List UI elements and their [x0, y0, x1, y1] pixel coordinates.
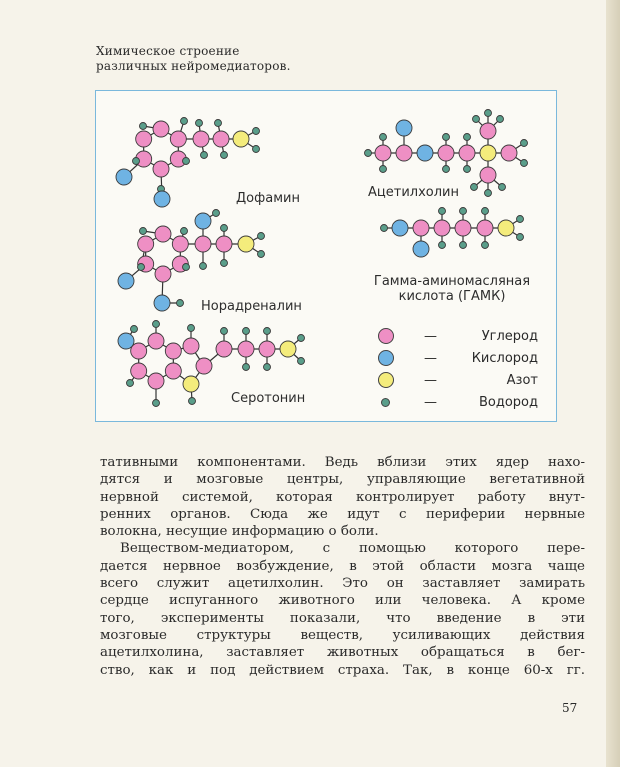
text-line: сердце испуганного животного или человека. А кроме: [100, 593, 585, 609]
oxygen-atom: [195, 213, 211, 229]
text-line: того, эксперименты показали, что введение в эти: [100, 610, 585, 626]
carbon-atom-icon: [378, 328, 394, 344]
carbon-atom: [477, 220, 493, 236]
carbon-atom: [148, 373, 164, 389]
carbon-atom: [153, 161, 169, 177]
oxygen-atom: [392, 220, 408, 236]
oxygen-atom: [116, 169, 132, 185]
hydrogen-atom: [153, 321, 160, 328]
carbon-atom: [480, 167, 496, 183]
hydrogen-atom: [443, 166, 450, 173]
hydrogen-atom: [482, 208, 489, 215]
hydrogen-atom: [521, 140, 528, 147]
label-serotonin: Серотонин: [231, 391, 306, 406]
hydrogen-atom: [188, 325, 195, 332]
hydrogen-atom: [380, 166, 387, 173]
hydrogen-atom: [482, 242, 489, 249]
paragraph-1: [100, 454, 585, 540]
hydrogen-atom: [298, 335, 305, 342]
legend-name: Кислород: [471, 351, 538, 366]
carbon-atom: [153, 121, 169, 137]
hydrogen-atom: [253, 146, 260, 153]
hydrogen-atom: [243, 364, 250, 371]
hydrogen-atom: [133, 158, 140, 165]
carbon-atom: [259, 341, 275, 357]
carbon-atom: [438, 145, 454, 161]
legend-oxygen: [376, 349, 546, 369]
oxygen-atom: [396, 120, 412, 136]
legend-nitrogen: [376, 371, 546, 391]
hydrogen-atom: [243, 328, 250, 335]
hydrogen-atom: [140, 123, 147, 130]
hydrogen-atom: [213, 210, 220, 217]
molecule-figure: [95, 90, 557, 422]
hydrogen-atom: [127, 380, 134, 387]
legend-name: Углерод: [481, 329, 538, 344]
hydrogen-atom: [140, 228, 147, 235]
hydrogen-atom: [264, 328, 271, 335]
legend-dash: —: [424, 329, 437, 344]
page-edge: [606, 0, 620, 767]
carbon-atom: [213, 131, 229, 147]
hydrogen-atom: [153, 400, 160, 407]
text-line: тативными компонентами. Ведь вблизи этих ядер нахо-: [100, 455, 585, 470]
hydrogen-atom: [215, 120, 222, 127]
hydrogen-atom: [221, 225, 228, 232]
hydrogen-atom: [464, 134, 471, 141]
nitrogen-atom: [183, 376, 199, 392]
oxygen-atom-icon: [378, 350, 394, 366]
carbon-atom: [413, 220, 429, 236]
hydrogen-atom: [464, 166, 471, 173]
label-gaba-line-1: Гамма-аминомасляная: [373, 274, 531, 289]
carbon-atom: [459, 145, 475, 161]
label-gaba-line-2: кислота (ГАМК): [398, 289, 506, 304]
legend-name: Азот: [506, 373, 538, 388]
carbon-atom: [155, 226, 171, 242]
text-line: ренних органов. Сюда же идут с периферии нервные: [100, 506, 585, 522]
text-line: всего служит ацетилхолин. Это он заставляет замирать: [100, 576, 585, 592]
oxygen-atom: [417, 145, 433, 161]
label-acetylcholine: Ацетилхолин: [368, 185, 459, 200]
oxygen-atom: [118, 333, 134, 349]
hydrogen-atom: [258, 233, 265, 240]
hydrogen-atom-icon: [381, 398, 390, 407]
caption-line-2: различных нейромедиаторов.: [96, 59, 291, 73]
oxygen-atom: [118, 273, 134, 289]
text-line: дается нервное возбуждение, в этой области мозга чаще: [100, 558, 585, 574]
text-line: волокна, несущие информацию о боли.: [100, 524, 379, 540]
carbon-atom: [216, 236, 232, 252]
hydrogen-atom: [517, 234, 524, 241]
oxygen-atom: [154, 191, 170, 207]
hydrogen-atom: [183, 158, 190, 165]
hydrogen-atom: [253, 128, 260, 135]
carbon-atom: [170, 131, 186, 147]
carbon-atom: [148, 333, 164, 349]
hydrogen-atom: [443, 134, 450, 141]
hydrogen-atom: [221, 328, 228, 335]
carbon-atom: [196, 358, 212, 374]
legend-name: Водород: [478, 395, 538, 410]
paragraph-2: [100, 540, 585, 678]
legend-dash: —: [424, 351, 437, 366]
nitrogen-atom: [238, 236, 254, 252]
oxygen-atom: [413, 241, 429, 257]
hydrogen-atom: [201, 152, 208, 159]
hydrogen-atom: [298, 358, 305, 365]
text-line: дятся и мозговые центры, управляющие вегетативной: [100, 472, 585, 488]
hydrogen-atom: [221, 260, 228, 267]
hydrogen-atom: [183, 264, 190, 271]
hydrogen-atom: [177, 300, 184, 307]
legend-carbon: [376, 327, 546, 347]
hydrogen-atom: [189, 398, 196, 405]
text-line: нервной системой, которая контролирует работу внут-: [100, 489, 585, 505]
hydrogen-atom: [521, 160, 528, 167]
carbon-atom: [238, 341, 254, 357]
text-line: ацетилхолина, заставляет животных обращаться в бег-: [100, 645, 585, 661]
hydrogen-atom: [473, 116, 480, 123]
nitrogen-atom: [233, 131, 249, 147]
hydrogen-atom: [196, 120, 203, 127]
hydrogen-atom: [365, 150, 372, 157]
carbon-atom: [193, 131, 209, 147]
carbon-atom: [155, 266, 171, 282]
carbon-atom: [195, 236, 211, 252]
carbon-atom: [480, 123, 496, 139]
hydrogen-atom: [460, 242, 467, 249]
text-line: ство, как и под действием страха. Так, в конце 60-х гг.: [100, 662, 585, 678]
hydrogen-atom: [439, 208, 446, 215]
hydrogen-atom: [499, 184, 506, 191]
hydrogen-atom: [200, 263, 207, 270]
legend-dash: —: [424, 373, 437, 388]
hydrogen-atom: [264, 364, 271, 371]
nitrogen-atom: [280, 341, 296, 357]
hydrogen-atom: [497, 116, 504, 123]
label-noradrenaline: Норадреналин: [201, 299, 302, 314]
noradrenaline-molecule: [118, 210, 265, 312]
carbon-atom: [434, 220, 450, 236]
carbon-atom: [131, 363, 147, 379]
nitrogen-atom: [498, 220, 514, 236]
hydrogen-atom: [181, 118, 188, 125]
oxygen-atom: [154, 295, 170, 311]
gaba-molecule: [381, 208, 524, 258]
hydrogen-atom: [380, 134, 387, 141]
page-number: 57: [562, 701, 578, 715]
hydrogen-atom: [138, 264, 145, 271]
label-dopamine: Дофамин: [236, 191, 300, 206]
carbon-atom: [165, 363, 181, 379]
acetylcholine-molecule: [365, 110, 528, 197]
legend-hydrogen: [376, 393, 546, 413]
hydrogen-atom: [439, 242, 446, 249]
hydrogen-atom: [485, 110, 492, 117]
label-gaba: [362, 274, 542, 304]
body-text: [100, 454, 585, 679]
carbon-atom: [172, 236, 188, 252]
nitrogen-atom-icon: [378, 372, 394, 388]
carbon-atom: [501, 145, 517, 161]
hydrogen-atom: [471, 184, 478, 191]
text-line: Веществом-медиатором, с помощью которого пере-: [120, 541, 585, 557]
figure-caption: [96, 44, 291, 74]
hydrogen-atom: [221, 152, 228, 159]
legend-dash: —: [424, 395, 437, 410]
carbon-atom: [138, 236, 154, 252]
carbon-atom: [375, 145, 391, 161]
hydrogen-atom: [460, 208, 467, 215]
carbon-atom: [216, 341, 232, 357]
carbon-atom: [136, 131, 152, 147]
hydrogen-atom: [258, 251, 265, 258]
hydrogen-atom: [181, 228, 188, 235]
hydrogen-atom: [485, 190, 492, 197]
carbon-atom: [165, 343, 181, 359]
carbon-atom: [396, 145, 412, 161]
text-line: мозговые структуры веществ, усиливающих действия: [100, 627, 585, 643]
hydrogen-atom: [517, 216, 524, 223]
hydrogen-atom: [381, 225, 388, 232]
nitrogen-atom: [480, 145, 496, 161]
carbon-atom: [183, 338, 199, 354]
carbon-atom: [455, 220, 471, 236]
hydrogen-atom: [131, 326, 138, 333]
caption-line-1: Химическое строение: [96, 44, 240, 58]
